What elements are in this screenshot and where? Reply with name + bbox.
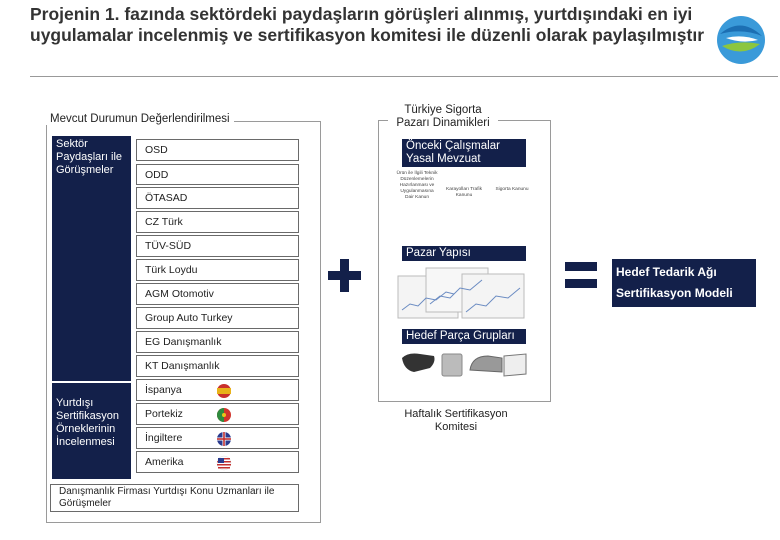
legal-doc-insurance: Sigorta Kanunu: [495, 187, 529, 192]
goal-box: Hedef Tedarik Ağı Sertifikasyon Modeli: [612, 259, 756, 307]
stakeholder-tuv-sud: TÜV-SÜD: [136, 235, 299, 257]
auto-parts-icon: [398, 350, 530, 384]
usa-flag-icon: [216, 455, 232, 471]
equals-icon-bar: [565, 279, 597, 288]
country-label: Portekiz: [145, 408, 183, 420]
legal-doc-traffic: Karayolları Trafik Kanunu: [446, 187, 482, 198]
portugal-flag-icon: [216, 407, 232, 423]
weekly-committee-label: Haftalık Sertifikasyon Komitesi: [404, 408, 508, 433]
stakeholder-kt-danismanlik: KT Danışmanlık: [136, 355, 299, 377]
plus-icon-bar: [328, 271, 361, 280]
market-structure-header: Pazar Yapısı: [402, 246, 526, 261]
stakeholder-cz-turk: CZ Türk: [136, 211, 299, 233]
stakeholder-osd: OSD: [136, 139, 299, 161]
market-charts-thumbnail: [396, 266, 526, 322]
abroad-label: Yurtdışı Sertifikasyon Örneklerinin İncelenmesi: [52, 383, 131, 479]
target-parts-header: Hedef Parça Grupları: [402, 329, 526, 344]
equals-icon: [565, 262, 597, 271]
stakeholder-group-auto-turkey: Group Auto Turkey: [136, 307, 299, 329]
company-logo: [712, 14, 770, 66]
uk-flag-icon: [216, 431, 232, 447]
spain-flag-icon: [216, 383, 232, 399]
stakeholder-agm-otomotiv: AGM Otomotiv: [136, 283, 299, 305]
country-label: İngiltere: [145, 432, 183, 444]
legal-doc-technical: Ürün ile İlgili Teknik Düzenlemelerin Hazırlanması ve Uygulanmasına Dair Kanun: [396, 171, 438, 200]
stakeholder-odd: ODD: [136, 164, 299, 185]
stakeholders-label: Sektör Paydaşları ile Görüşmeler: [52, 136, 131, 381]
previous-studies-header: Önceki Çalışmalar Yasal Mevzuat: [402, 139, 526, 167]
current-state-heading: Mevcut Durumun Değerlendirilmesi: [46, 113, 234, 125]
page-title: Projenin 1. fazında sektördeki paydaşların görüşleri alınmış, yurtdışındaki en iyi uygulamalar incelenmiş ve sertifikasyon komitesi ile düzenli olarak paylaşılmıştır: [30, 4, 705, 45]
country-label: İspanya: [145, 384, 182, 396]
consultancy-interviews: Danışmanlık Firması Yurtdışı Konu Uzmanları ile Görüşmeler: [50, 484, 299, 512]
title-divider: [30, 76, 778, 77]
stakeholder-turk-loydu: Türk Loydu: [136, 259, 299, 281]
stakeholder-otasad: ÖTASAD: [136, 187, 299, 209]
market-dynamics-heading: Türkiye Sigorta Pazarı Dinamikleri: [388, 104, 498, 130]
country-label: Amerika: [145, 456, 184, 468]
stakeholder-eg-danismanlik: EG Danışmanlık: [136, 331, 299, 353]
